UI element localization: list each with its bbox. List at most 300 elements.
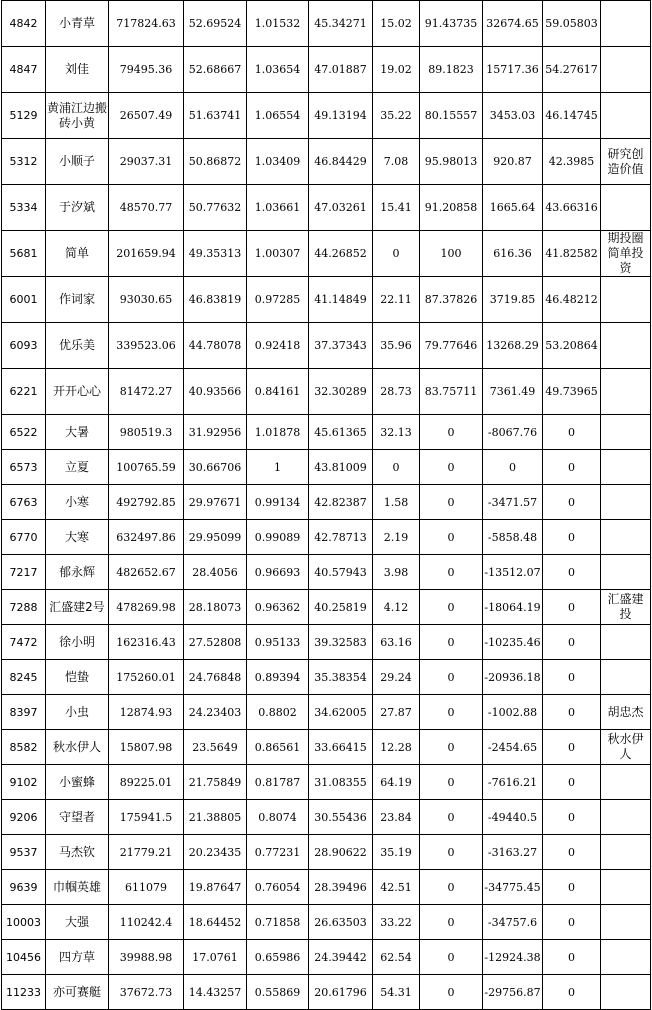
cell-value-5: 4.12 (373, 590, 420, 625)
table-row (2, 450, 651, 485)
cell-value-6: 0 (420, 555, 483, 590)
cell-amount: 37672.73 (109, 975, 184, 1010)
table-row (2, 231, 651, 277)
cell-note (601, 185, 651, 231)
cell-value-4: 46.84429 (309, 139, 373, 185)
cell-id: 6221 (2, 369, 46, 415)
cell-value-4: 28.39496 (309, 870, 373, 905)
cell-id: 5681 (2, 231, 46, 277)
cell-name: 巾帼英雄 (46, 870, 109, 905)
cell-value-6: 83.75711 (420, 369, 483, 415)
cell-value-4: 44.26852 (309, 231, 373, 277)
cell-note (601, 323, 651, 369)
cell-note: 秋水伊人 (601, 730, 651, 765)
cell-value-3: 0.89394 (247, 660, 309, 695)
cell-value-7: -1002.88 (483, 695, 543, 730)
cell-value-3: 1.06554 (247, 93, 309, 139)
cell-value-4: 40.25819 (309, 590, 373, 625)
cell-value-6: 0 (420, 730, 483, 765)
cell-value-2: 21.75849 (184, 765, 247, 800)
cell-note (601, 940, 651, 975)
cell-value-7: -3163.27 (483, 835, 543, 870)
cell-value-6: 100 (420, 231, 483, 277)
cell-value-3: 0.65986 (247, 940, 309, 975)
cell-name: 黄浦江边搬砖小黄 (46, 93, 109, 139)
cell-amount: 611079 (109, 870, 184, 905)
cell-id: 8582 (2, 730, 46, 765)
cell-value-7: -10235.46 (483, 625, 543, 660)
cell-value-5: 29.24 (373, 660, 420, 695)
cell-value-3: 1 (247, 450, 309, 485)
cell-id: 6573 (2, 450, 46, 485)
table-row (2, 520, 651, 555)
table-row (2, 590, 651, 625)
cell-value-2: 24.76848 (184, 660, 247, 695)
cell-amount: 717824.63 (109, 1, 184, 47)
cell-id: 7472 (2, 625, 46, 660)
cell-amount: 48570.77 (109, 185, 184, 231)
cell-value-6: 0 (420, 485, 483, 520)
table-row (2, 369, 651, 415)
cell-value-5: 35.96 (373, 323, 420, 369)
cell-value-6: 0 (420, 660, 483, 695)
cell-value-2: 51.63741 (184, 93, 247, 139)
cell-id: 5334 (2, 185, 46, 231)
table-row (2, 905, 651, 940)
cell-value-5: 15.41 (373, 185, 420, 231)
cell-value-6: 87.37826 (420, 277, 483, 323)
cell-value-2: 30.66706 (184, 450, 247, 485)
cell-amount: 110242.4 (109, 905, 184, 940)
cell-value-7: 1665.64 (483, 185, 543, 231)
cell-value-5: 28.73 (373, 369, 420, 415)
table-row (2, 800, 651, 835)
cell-value-4: 42.82387 (309, 485, 373, 520)
cell-amount: 15807.98 (109, 730, 184, 765)
cell-value-8: 0 (543, 555, 601, 590)
cell-value-7: -13512.07 (483, 555, 543, 590)
cell-amount: 162316.43 (109, 625, 184, 660)
cell-note (601, 369, 651, 415)
table-row (2, 835, 651, 870)
cell-value-4: 49.13194 (309, 93, 373, 139)
cell-name: 亦可赛艇 (46, 975, 109, 1010)
cell-value-4: 33.66415 (309, 730, 373, 765)
cell-value-8: 0 (543, 800, 601, 835)
cell-value-5: 54.31 (373, 975, 420, 1010)
cell-value-7: -8067.76 (483, 415, 543, 450)
cell-value-5: 0 (373, 231, 420, 277)
cell-note (601, 870, 651, 905)
cell-value-5: 2.19 (373, 520, 420, 555)
table-row (2, 93, 651, 139)
cell-value-3: 0.81787 (247, 765, 309, 800)
cell-value-7: -7616.21 (483, 765, 543, 800)
cell-name: 于汐斌 (46, 185, 109, 231)
cell-value-6: 0 (420, 975, 483, 1010)
cell-value-8: 0 (543, 625, 601, 660)
cell-value-7: 920.87 (483, 139, 543, 185)
cell-value-5: 19.02 (373, 47, 420, 93)
cell-note (601, 485, 651, 520)
cell-amount: 29037.31 (109, 139, 184, 185)
cell-value-6: 0 (420, 870, 483, 905)
cell-value-6: 0 (420, 695, 483, 730)
cell-value-3: 1.01878 (247, 415, 309, 450)
cell-amount: 492792.85 (109, 485, 184, 520)
cell-value-8: 0 (543, 835, 601, 870)
cell-value-2: 50.86872 (184, 139, 247, 185)
cell-value-6: 95.98013 (420, 139, 483, 185)
cell-value-7: 13268.29 (483, 323, 543, 369)
cell-note (601, 277, 651, 323)
cell-value-2: 27.52808 (184, 625, 247, 660)
cell-name: 大暑 (46, 415, 109, 450)
cell-value-8: 49.73965 (543, 369, 601, 415)
cell-value-3: 0.8802 (247, 695, 309, 730)
cell-name: 大寒 (46, 520, 109, 555)
table-row (2, 975, 651, 1010)
cell-value-8: 59.05803 (543, 1, 601, 47)
cell-value-3: 1.03409 (247, 139, 309, 185)
cell-amount: 339523.06 (109, 323, 184, 369)
table-row (2, 730, 651, 765)
cell-amount: 175260.01 (109, 660, 184, 695)
cell-value-5: 0 (373, 450, 420, 485)
cell-name: 小青草 (46, 1, 109, 47)
table-row (2, 555, 651, 590)
cell-value-4: 20.61796 (309, 975, 373, 1010)
table-row (2, 660, 651, 695)
cell-value-8: 0 (543, 870, 601, 905)
table-row (2, 47, 651, 93)
cell-amount: 12874.93 (109, 695, 184, 730)
cell-value-2: 28.4056 (184, 555, 247, 590)
table-row (2, 870, 651, 905)
cell-value-3: 0.96362 (247, 590, 309, 625)
cell-amount: 79495.36 (109, 47, 184, 93)
cell-id: 5129 (2, 93, 46, 139)
cell-id: 9206 (2, 800, 46, 835)
cell-value-3: 0.99134 (247, 485, 309, 520)
cell-value-6: 80.15557 (420, 93, 483, 139)
cell-value-6: 0 (420, 905, 483, 940)
cell-value-4: 28.90622 (309, 835, 373, 870)
cell-value-2: 24.23403 (184, 695, 247, 730)
cell-name: 小顺子 (46, 139, 109, 185)
cell-value-6: 89.1823 (420, 47, 483, 93)
cell-name: 守望者 (46, 800, 109, 835)
cell-note (601, 93, 651, 139)
cell-id: 4842 (2, 1, 46, 47)
cell-value-3: 0.71858 (247, 905, 309, 940)
cell-value-8: 0 (543, 975, 601, 1010)
cell-value-4: 31.08355 (309, 765, 373, 800)
cell-amount: 26507.49 (109, 93, 184, 139)
table-row (2, 625, 651, 660)
cell-name: 简单 (46, 231, 109, 277)
cell-value-4: 43.81009 (309, 450, 373, 485)
cell-name: 优乐美 (46, 323, 109, 369)
cell-id: 4847 (2, 47, 46, 93)
cell-note (601, 415, 651, 450)
cell-value-6: 0 (420, 415, 483, 450)
cell-name: 徐小明 (46, 625, 109, 660)
cell-value-3: 0.84161 (247, 369, 309, 415)
cell-value-2: 50.77632 (184, 185, 247, 231)
cell-value-7: 7361.49 (483, 369, 543, 415)
cell-name: 立夏 (46, 450, 109, 485)
cell-note: 胡忠杰 (601, 695, 651, 730)
cell-id: 5312 (2, 139, 46, 185)
cell-note (601, 765, 651, 800)
cell-value-7: -34775.45 (483, 870, 543, 905)
cell-value-8: 0 (543, 450, 601, 485)
cell-name: 大强 (46, 905, 109, 940)
cell-value-2: 21.38805 (184, 800, 247, 835)
cell-value-3: 1.01532 (247, 1, 309, 47)
cell-note (601, 660, 651, 695)
cell-value-8: 46.48212 (543, 277, 601, 323)
cell-value-2: 20.23435 (184, 835, 247, 870)
cell-name: 马杰钦 (46, 835, 109, 870)
cell-value-5: 32.13 (373, 415, 420, 450)
cell-value-4: 24.39442 (309, 940, 373, 975)
cell-value-4: 47.03261 (309, 185, 373, 231)
cell-value-8: 0 (543, 485, 601, 520)
cell-value-5: 12.28 (373, 730, 420, 765)
cell-value-2: 14.43257 (184, 975, 247, 1010)
cell-note (601, 625, 651, 660)
cell-value-7: -5858.48 (483, 520, 543, 555)
cell-value-8: 54.27617 (543, 47, 601, 93)
cell-value-8: 0 (543, 905, 601, 940)
cell-value-3: 0.8074 (247, 800, 309, 835)
cell-amount: 478269.98 (109, 590, 184, 625)
cell-name: 小虫 (46, 695, 109, 730)
cell-name: 四方草 (46, 940, 109, 975)
cell-value-5: 62.54 (373, 940, 420, 975)
cell-value-7: -34757.6 (483, 905, 543, 940)
cell-value-6: 0 (420, 520, 483, 555)
cell-value-7: -18064.19 (483, 590, 543, 625)
cell-value-3: 0.99089 (247, 520, 309, 555)
cell-value-5: 22.11 (373, 277, 420, 323)
cell-value-2: 23.5649 (184, 730, 247, 765)
cell-value-2: 46.83819 (184, 277, 247, 323)
cell-value-7: 3453.03 (483, 93, 543, 139)
cell-value-4: 42.78713 (309, 520, 373, 555)
cell-value-7: 616.36 (483, 231, 543, 277)
cell-value-6: 0 (420, 590, 483, 625)
cell-id: 9639 (2, 870, 46, 905)
cell-value-4: 45.61365 (309, 415, 373, 450)
cell-value-4: 30.55436 (309, 800, 373, 835)
cell-name: 小寒 (46, 485, 109, 520)
cell-value-6: 0 (420, 450, 483, 485)
cell-amount: 89225.01 (109, 765, 184, 800)
cell-value-2: 44.78078 (184, 323, 247, 369)
cell-value-3: 0.92418 (247, 323, 309, 369)
cell-value-4: 32.30289 (309, 369, 373, 415)
cell-value-8: 0 (543, 520, 601, 555)
cell-name: 作词家 (46, 277, 109, 323)
cell-note (601, 520, 651, 555)
cell-value-7: 15717.36 (483, 47, 543, 93)
cell-value-3: 0.77231 (247, 835, 309, 870)
cell-value-8: 0 (543, 730, 601, 765)
cell-value-4: 35.38354 (309, 660, 373, 695)
cell-id: 6001 (2, 277, 46, 323)
cell-value-5: 63.16 (373, 625, 420, 660)
cell-value-3: 1.03654 (247, 47, 309, 93)
cell-value-4: 34.62005 (309, 695, 373, 730)
cell-value-8: 41.82582 (543, 231, 601, 277)
cell-value-6: 79.77646 (420, 323, 483, 369)
cell-note (601, 835, 651, 870)
cell-name: 恺蛰 (46, 660, 109, 695)
cell-value-7: -29756.87 (483, 975, 543, 1010)
cell-value-2: 17.0761 (184, 940, 247, 975)
cell-value-8: 0 (543, 415, 601, 450)
cell-value-3: 0.55869 (247, 975, 309, 1010)
table-row (2, 940, 651, 975)
cell-value-8: 53.20864 (543, 323, 601, 369)
table-row (2, 185, 651, 231)
cell-amount: 93030.65 (109, 277, 184, 323)
cell-id: 8397 (2, 695, 46, 730)
cell-id: 9102 (2, 765, 46, 800)
cell-value-7: -12924.38 (483, 940, 543, 975)
cell-id: 6770 (2, 520, 46, 555)
cell-value-8: 0 (543, 590, 601, 625)
cell-value-7: -49440.5 (483, 800, 543, 835)
cell-id: 6522 (2, 415, 46, 450)
table-row (2, 1, 651, 47)
cell-id: 10456 (2, 940, 46, 975)
cell-value-8: 46.14745 (543, 93, 601, 139)
cell-value-2: 29.97671 (184, 485, 247, 520)
table-row (2, 485, 651, 520)
cell-value-5: 33.22 (373, 905, 420, 940)
cell-value-3: 1.00307 (247, 231, 309, 277)
cell-id: 6093 (2, 323, 46, 369)
cell-value-2: 28.18073 (184, 590, 247, 625)
cell-amount: 39988.98 (109, 940, 184, 975)
cell-id: 10003 (2, 905, 46, 940)
cell-value-2: 18.64452 (184, 905, 247, 940)
cell-value-6: 0 (420, 765, 483, 800)
cell-value-2: 49.35313 (184, 231, 247, 277)
cell-value-4: 26.63503 (309, 905, 373, 940)
cell-amount: 201659.94 (109, 231, 184, 277)
cell-value-3: 0.86561 (247, 730, 309, 765)
cell-value-6: 91.20858 (420, 185, 483, 231)
cell-id: 7288 (2, 590, 46, 625)
cell-note: 汇盛建投 (601, 590, 651, 625)
cell-value-2: 52.69524 (184, 1, 247, 47)
table-row (2, 765, 651, 800)
cell-name: 汇盛建2号 (46, 590, 109, 625)
cell-value-5: 27.87 (373, 695, 420, 730)
cell-value-8: 0 (543, 695, 601, 730)
cell-value-5: 3.98 (373, 555, 420, 590)
cell-value-7: -20936.18 (483, 660, 543, 695)
cell-value-7: 0 (483, 450, 543, 485)
cell-value-2: 29.95099 (184, 520, 247, 555)
cell-value-7: 3719.85 (483, 277, 543, 323)
cell-value-8: 43.66316 (543, 185, 601, 231)
cell-value-2: 40.93566 (184, 369, 247, 415)
table-row (2, 139, 651, 185)
cell-value-7: -2454.65 (483, 730, 543, 765)
cell-amount: 632497.86 (109, 520, 184, 555)
cell-value-3: 0.96693 (247, 555, 309, 590)
cell-value-4: 37.37343 (309, 323, 373, 369)
cell-value-7: 32674.65 (483, 1, 543, 47)
cell-value-6: 91.43735 (420, 1, 483, 47)
cell-value-5: 35.22 (373, 93, 420, 139)
cell-value-2: 52.68667 (184, 47, 247, 93)
cell-id: 8245 (2, 660, 46, 695)
cell-note: 期投圈简单投资 (601, 231, 651, 277)
cell-name: 开开心心 (46, 369, 109, 415)
cell-amount: 21779.21 (109, 835, 184, 870)
cell-value-5: 23.84 (373, 800, 420, 835)
cell-id: 9537 (2, 835, 46, 870)
cell-amount: 81472.27 (109, 369, 184, 415)
cell-value-5: 35.19 (373, 835, 420, 870)
cell-value-4: 45.34271 (309, 1, 373, 47)
cell-amount: 100765.59 (109, 450, 184, 485)
cell-value-2: 19.87647 (184, 870, 247, 905)
cell-value-7: -3471.57 (483, 485, 543, 520)
cell-value-5: 7.08 (373, 139, 420, 185)
cell-value-5: 15.02 (373, 1, 420, 47)
cell-value-4: 41.14849 (309, 277, 373, 323)
cell-note (601, 555, 651, 590)
cell-note (601, 905, 651, 940)
cell-value-8: 0 (543, 765, 601, 800)
cell-note: 研究创造价值 (601, 139, 651, 185)
cell-note (601, 1, 651, 47)
cell-id: 6763 (2, 485, 46, 520)
cell-amount: 482652.67 (109, 555, 184, 590)
cell-value-3: 0.95133 (247, 625, 309, 660)
cell-value-3: 1.03661 (247, 185, 309, 231)
cell-value-5: 42.51 (373, 870, 420, 905)
ranking-table (1, 0, 651, 1010)
cell-value-8: 42.3985 (543, 139, 601, 185)
cell-name: 郁永辉 (46, 555, 109, 590)
cell-name: 小蜜蜂 (46, 765, 109, 800)
cell-note (601, 450, 651, 485)
cell-value-2: 31.92956 (184, 415, 247, 450)
table-row (2, 323, 651, 369)
cell-note (601, 800, 651, 835)
cell-value-6: 0 (420, 625, 483, 660)
cell-value-6: 0 (420, 835, 483, 870)
cell-name: 秋水伊人 (46, 730, 109, 765)
cell-amount: 175941.5 (109, 800, 184, 835)
cell-value-6: 0 (420, 800, 483, 835)
cell-value-4: 47.01887 (309, 47, 373, 93)
table-row (2, 415, 651, 450)
cell-note (601, 975, 651, 1010)
cell-value-4: 40.57943 (309, 555, 373, 590)
cell-amount: 980519.3 (109, 415, 184, 450)
table-body (2, 1, 651, 1010)
